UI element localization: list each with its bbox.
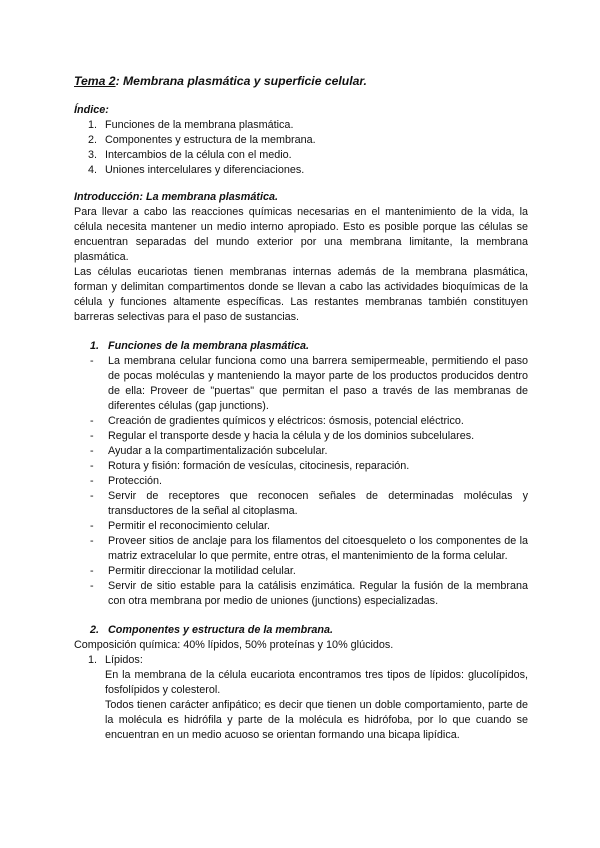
title-topic: Tema 2 — [74, 74, 116, 88]
section-heading: 1. Funciones de la membrana plasmática. — [90, 340, 310, 352]
lipids-label: 1. Lípidos: — [88, 654, 143, 666]
intro-paragraph: Para llevar a cabo las reacciones químicas necesarias en el mantenimiento de la vida, la célula necesita mantener un medio interno apropiado. Esto es posible porque las células se encuentran separadas del mundo exterior por una membrana limitante, la membrana plasmática. — [74, 206, 528, 263]
list-item: - Creación de gradientes químicos y eléctricos: ósmosis, potencial eléctrico. — [90, 415, 464, 427]
intro-heading: Introducción: La membrana plasmática. — [74, 191, 278, 203]
list-item: - Ayudar a la compartimentalización subcelular. — [90, 445, 328, 457]
page-title — [74, 74, 528, 89]
index-item: 4. Uniones intercelulares y diferenciaciones. — [88, 164, 305, 176]
title-text: : Membrana plasmática y superficie celular. — [115, 74, 367, 88]
list-item: - Rotura y fisión: formación de vesículas, citocinesis, reparación. — [90, 460, 410, 472]
list-item: - Regular el transporte desde y hacia la célula y de los dominios subcelulares. — [90, 430, 475, 442]
document-page — [74, 74, 528, 743]
list-item: - Permitir el reconocimiento celular. — [90, 520, 271, 532]
functions-list — [74, 354, 528, 609]
list-item: - Protección. — [90, 475, 163, 487]
index-item: 3. Intercambios de la célula con el medio. — [88, 149, 292, 161]
index-item: 2. Componentes y estructura de la membrana. — [88, 134, 316, 146]
lipids-paragraph: Todos tienen carácter anfipático; es decir que tienen un doble comportamiento, parte de la molécula es hidrófila y parte de la molécula es hidrófoba, por lo que cuando se encuentran en un medio acuoso se orientan formando una bicapa lipídica. — [105, 699, 528, 741]
index-item: 1. Funciones de la membrana plasmática. — [88, 119, 294, 131]
index-list — [74, 118, 528, 178]
list-item: - Permitir direccionar la motilidad celular. — [90, 565, 296, 577]
index-heading: Índice: — [74, 104, 109, 116]
section-heading: 2. Componentes y estructura de la membrana. — [90, 624, 334, 636]
list-item: - Proveer sitios de anclaje para los filamentos del citoesqueleto o los componentes de la matriz extracelular lo que permite, entre otras, el mantenimiento de la forma celular. — [90, 535, 528, 562]
list-item: - La membrana celular funciona como una barrera semipermeable, permitiendo el paso de pocas moléculas y manteniendo la mayor parte de los productos producidos dentro de ella: Proveer de "puertas" que permitan el paso a través de las membranas de diferentes células (gap junctions). — [90, 355, 528, 412]
lipids-paragraph: En la membrana de la célula eucariota encontramos tres tipos de lípidos: glucolípidos, fosfolípidos y colesterol. — [105, 669, 528, 696]
list-item: - Servir de receptores que reconocen señales de determinadas moléculas y transductores de la señal al citoplasma. — [90, 490, 528, 517]
intro-paragraph: Las células eucariotas tienen membranas internas además de la membrana plasmática, forman y delimitan compartimentos donde se llevan a cabo las actividades bioquímicas de la célula y funciones altamente específicas. Las restantes membranas también constituyen barreras selectivas para el paso de sustancias. — [74, 266, 528, 323]
composition-text: Composición química: 40% lípidos, 50% proteínas y 10% glúcidos. — [74, 639, 394, 651]
list-item: - Servir de sitio estable para la catálisis enzimática. Regular la fusión de la membrana con otra membrana por medio de uniones (junctions) especializadas. — [90, 580, 528, 607]
